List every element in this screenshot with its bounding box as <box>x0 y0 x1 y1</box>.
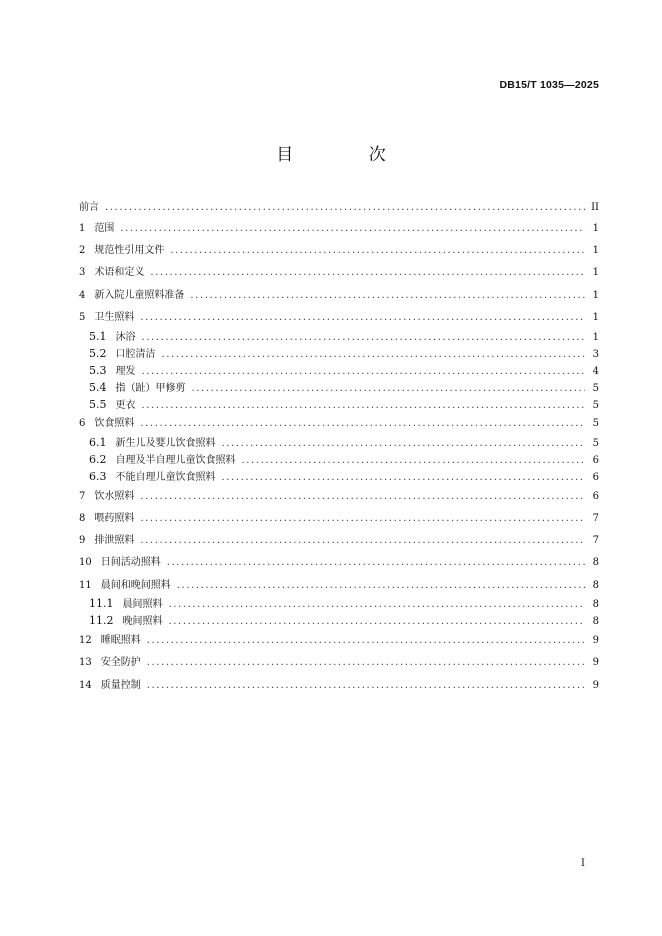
toc-leader-dots <box>105 200 585 216</box>
toc-entry-label: 新入院儿童照料准备 <box>94 290 185 301</box>
toc-entry-label: 晨间照料 <box>122 599 163 610</box>
toc-entry[interactable] <box>79 578 599 594</box>
toc-entry[interactable] <box>89 613 599 629</box>
toc-entry[interactable] <box>89 452 599 468</box>
toc-entry-page: 1 <box>592 223 599 234</box>
toc-entry[interactable] <box>79 243 599 259</box>
toc-entry-number: 7 <box>79 491 86 502</box>
toc-entry-page: 1 <box>592 332 599 343</box>
toc-entry-label: 睡眠照料 <box>100 635 141 646</box>
page-number: I <box>581 858 585 869</box>
toc-entry-page: 8 <box>592 580 599 591</box>
toc-entry-page: 1 <box>592 290 599 301</box>
toc-entry-label: 晚间照料 <box>122 616 163 627</box>
toc-entry-number: 2 <box>79 245 86 256</box>
toc-entry-number: 6.2 <box>89 453 107 466</box>
toc-entry-number: 5.3 <box>89 364 107 377</box>
toc-leader-dots <box>162 347 586 363</box>
toc-entry-number: 3 <box>79 267 86 278</box>
toc-entry-label: 安全防护 <box>100 657 141 668</box>
toc-entry-label: 前言 <box>79 202 99 213</box>
toc-leader-dots <box>167 555 585 571</box>
document-code: DB15/T 1035—2025 <box>499 79 599 91</box>
toc-entry-number: 5 <box>79 312 86 323</box>
toc-leader-dots <box>140 533 585 549</box>
toc-entry[interactable] <box>79 555 599 571</box>
toc-entry[interactable] <box>79 200 599 216</box>
toc-entry-number: 6.1 <box>89 436 107 449</box>
toc-entry-number: 6 <box>79 418 86 429</box>
toc-entry-label: 新生儿及婴儿饮食照料 <box>115 438 216 449</box>
toc-entry-number: 11.2 <box>89 614 114 627</box>
toc-entry-label: 日间活动照料 <box>100 557 161 568</box>
toc-entry-label: 指（趾）甲修剪 <box>115 383 186 394</box>
toc-entry-page: 5 <box>592 438 599 449</box>
toc-leader-dots <box>140 310 585 326</box>
toc-entry-number: 5.4 <box>89 381 107 394</box>
toc-entry-label: 排泄照料 <box>94 535 135 546</box>
toc-entry[interactable] <box>79 221 599 237</box>
toc-leader-dots <box>142 398 586 414</box>
toc-entry-page: 8 <box>592 616 599 627</box>
toc-entry[interactable] <box>79 265 599 281</box>
toc-entry-number: 1 <box>79 223 86 234</box>
toc-entry-page: 8 <box>592 557 599 568</box>
toc-leader-dots <box>177 578 585 594</box>
toc-leader-dots <box>192 381 586 397</box>
toc-entry-number: 12 <box>79 635 92 646</box>
toc-entry-number: 9 <box>79 535 86 546</box>
toc-entry-label: 范围 <box>94 223 115 234</box>
toc-leader-dots <box>222 436 586 452</box>
toc-leader-dots <box>142 330 586 346</box>
toc-entry-page: 9 <box>592 657 599 668</box>
toc-entry-number: 4 <box>79 290 86 301</box>
toc-leader-dots <box>170 243 585 259</box>
toc-entry-label: 不能自理儿童饮食照料 <box>115 472 216 483</box>
toc-entry[interactable] <box>89 329 599 345</box>
toc-entry[interactable] <box>79 655 599 671</box>
toc-entry-page: 6 <box>592 491 599 502</box>
toc-entry[interactable] <box>89 380 599 396</box>
toc-leader-dots <box>140 511 585 527</box>
toc-entry[interactable] <box>79 416 599 432</box>
toc-entry-page: 6 <box>592 455 599 466</box>
toc-entry-label: 理发 <box>115 366 136 377</box>
toc-entry-label: 喂药照料 <box>94 513 135 524</box>
toc-entry-page: 8 <box>592 599 599 610</box>
toc-entry-label: 口腔清洁 <box>115 349 156 360</box>
toc-leader-dots <box>142 364 586 380</box>
toc-entry-label: 质量控制 <box>100 680 141 691</box>
toc-entry-label: 晨间和晚间照料 <box>100 580 171 591</box>
toc-entry[interactable] <box>89 363 599 379</box>
toc-leader-dots <box>150 265 585 281</box>
toc-entry-page: 1 <box>592 267 599 278</box>
toc-leader-dots <box>169 614 586 630</box>
toc-entry-label: 规范性引用文件 <box>94 245 165 256</box>
toc-entry[interactable] <box>79 511 599 527</box>
toc-entry-label: 沐浴 <box>115 332 136 343</box>
toc-entry[interactable] <box>89 596 599 612</box>
toc-entry-page: 4 <box>592 366 599 377</box>
toc-leader-dots <box>147 633 585 649</box>
toc-entry-page: II <box>591 202 599 213</box>
toc-entry-page: 3 <box>592 349 599 360</box>
toc-leader-dots <box>242 453 586 469</box>
toc-entry-page: 6 <box>592 472 599 483</box>
toc-leader-dots <box>147 678 585 694</box>
toc-leader-dots <box>120 221 585 237</box>
toc-entry[interactable] <box>89 397 599 413</box>
toc-entry[interactable] <box>89 435 599 451</box>
toc-entry-number: 5.2 <box>89 347 107 360</box>
toc-entry[interactable] <box>79 288 599 304</box>
toc-entry-number: 8 <box>79 513 86 524</box>
toc-entry-page: 7 <box>592 535 599 546</box>
toc-entry-page: 5 <box>592 400 599 411</box>
toc-entry[interactable] <box>89 346 599 362</box>
toc-entry-number: 5.1 <box>89 330 107 343</box>
toc-entry-label: 自理及半自理儿童饮食照料 <box>115 455 236 466</box>
toc-leader-dots <box>147 655 585 671</box>
toc-entry-number: 11 <box>79 580 92 591</box>
toc-entry-page: 9 <box>592 635 599 646</box>
toc-entry-number: 10 <box>79 557 92 568</box>
toc-entry-number: 11.1 <box>89 597 114 610</box>
toc-entry[interactable] <box>79 678 599 694</box>
toc-entry[interactable] <box>79 489 599 505</box>
toc-entry-number: 5.5 <box>89 398 107 411</box>
toc-entry-page: 1 <box>592 312 599 323</box>
toc-leader-dots <box>140 416 585 432</box>
toc-entry-page: 5 <box>592 383 599 394</box>
toc-entry-label: 更衣 <box>115 400 136 411</box>
toc-entry-label: 卫生照料 <box>94 312 135 323</box>
toc-entry-number: 14 <box>79 680 92 691</box>
toc-entry-label: 饮水照料 <box>94 491 135 502</box>
toc-entry[interactable] <box>79 533 599 549</box>
toc-entry[interactable] <box>79 310 599 326</box>
toc-title: 目 次 <box>276 145 421 165</box>
toc-leader-dots <box>140 489 585 505</box>
toc-entry[interactable] <box>79 633 599 649</box>
toc-entry-page: 1 <box>592 245 599 256</box>
toc-entry-label: 饮食照料 <box>94 418 135 429</box>
toc-entry-number: 13 <box>79 657 92 668</box>
toc-leader-dots <box>169 597 586 613</box>
toc-entry-page: 9 <box>592 680 599 691</box>
toc-entry-label: 术语和定义 <box>94 267 145 278</box>
toc-leader-dots <box>190 288 585 304</box>
toc-entry-page: 7 <box>592 513 599 524</box>
toc-entry-page: 5 <box>592 418 599 429</box>
toc-entry[interactable] <box>89 469 599 485</box>
toc-entry-number: 6.3 <box>89 470 107 483</box>
toc-leader-dots <box>222 470 586 486</box>
